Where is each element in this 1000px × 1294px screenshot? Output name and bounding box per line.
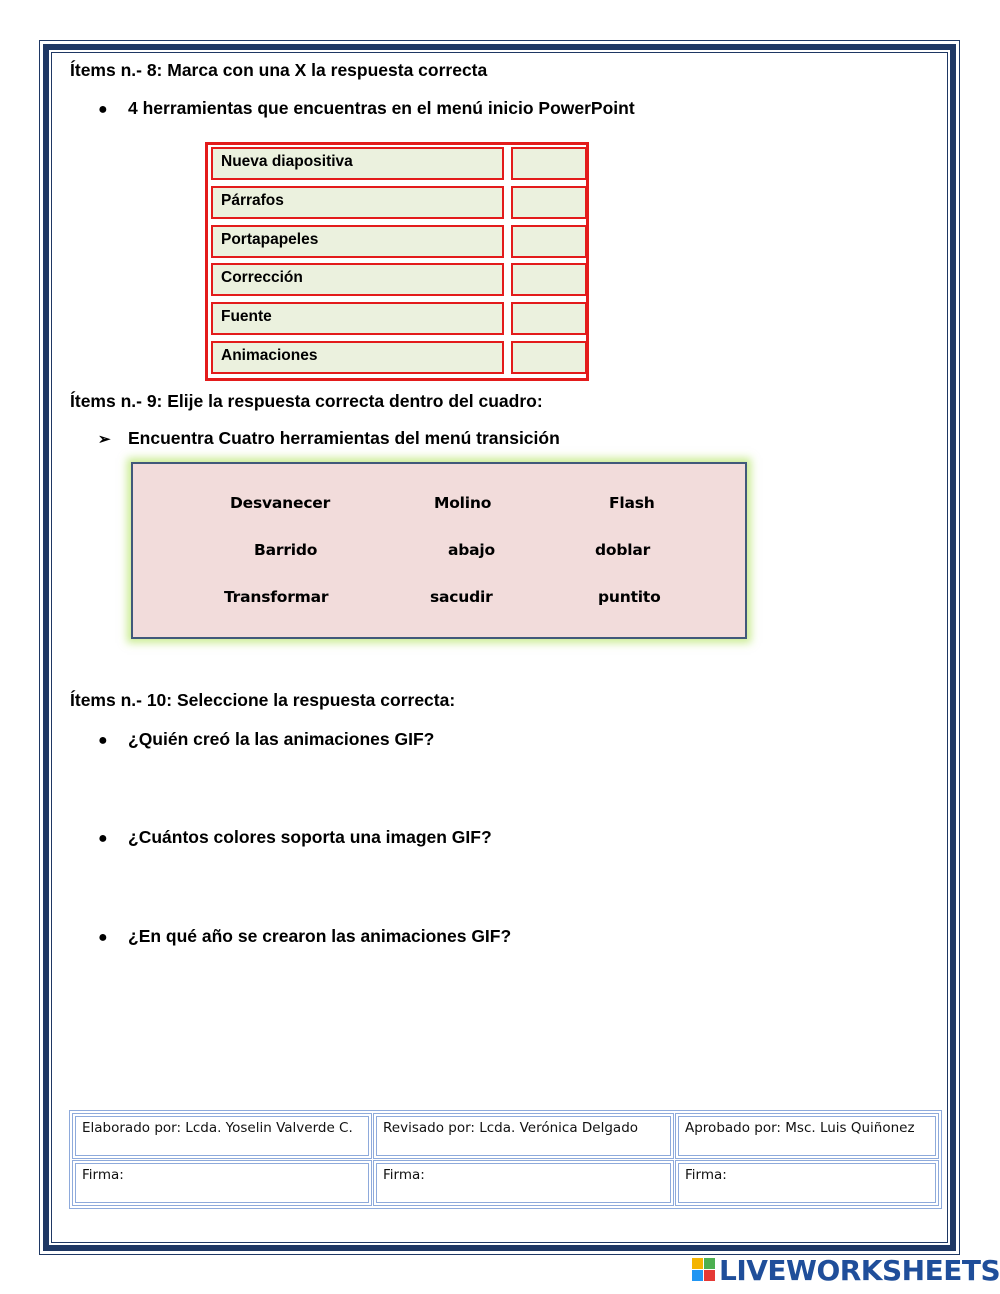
word-option[interactable]: sacudir bbox=[430, 588, 493, 606]
elaborado-cell: Elaborado por: Lcda. Yoselin Valverde C. bbox=[72, 1113, 372, 1159]
option-label: Animaciones bbox=[211, 341, 504, 374]
item-8-question bbox=[98, 98, 635, 119]
option-label: Corrección bbox=[211, 263, 504, 296]
word-bank-box bbox=[131, 462, 747, 639]
option-checkbox[interactable] bbox=[511, 147, 587, 180]
bullet-icon: ● bbox=[98, 830, 108, 847]
logo-tiles-icon bbox=[692, 1258, 716, 1282]
item-9-heading: Ítems n.- 9: Elije la respuesta correcta dentro del cuadro: bbox=[70, 391, 543, 411]
item-10-question-text: ¿En qué año se crearon las animaciones GIF? bbox=[128, 926, 512, 946]
table-row bbox=[211, 186, 583, 219]
option-checkbox[interactable] bbox=[511, 263, 587, 296]
revisado-cell: Revisado por: Lcda. Verónica Delgado bbox=[373, 1113, 674, 1159]
item-10-question-text: ¿Quién creó la las animaciones GIF? bbox=[128, 729, 435, 749]
word-option[interactable]: Desvanecer bbox=[230, 494, 331, 512]
table-row bbox=[211, 302, 583, 335]
item-10-heading: Ítems n.- 10: Seleccione la respuesta correcta: bbox=[70, 690, 456, 710]
option-label: Nueva diapositiva bbox=[211, 147, 504, 180]
table-row bbox=[211, 225, 583, 258]
item-9-question-text: Encuentra Cuatro herramientas del menú transición bbox=[128, 428, 560, 448]
option-label: Fuente bbox=[211, 302, 504, 335]
item-10-question bbox=[98, 926, 511, 947]
firma-cell: Firma: bbox=[72, 1160, 372, 1206]
options-table bbox=[205, 142, 589, 381]
word-option[interactable]: Molino bbox=[434, 494, 492, 512]
table-row bbox=[211, 341, 583, 374]
logo-text: LIVEWORKSHEETS bbox=[719, 1253, 1000, 1287]
signature-table bbox=[69, 1110, 942, 1209]
option-checkbox[interactable] bbox=[511, 341, 587, 374]
option-checkbox[interactable] bbox=[511, 186, 587, 219]
item-8-heading: Ítems n.- 8: Marca con una X la respuesta correcta bbox=[70, 60, 488, 80]
bullet-icon: ● bbox=[98, 101, 108, 118]
word-option[interactable]: abajo bbox=[448, 541, 495, 559]
word-option[interactable]: Barrido bbox=[254, 541, 318, 559]
aprobado-cell: Aprobado por: Msc. Luis Quiñonez bbox=[675, 1113, 939, 1159]
firma-cell: Firma: bbox=[373, 1160, 674, 1206]
item-8-question-text: 4 herramientas que encuentras en el menú inicio PowerPoint bbox=[128, 98, 635, 118]
word-option[interactable]: puntito bbox=[598, 588, 661, 606]
liveworksheets-logo bbox=[692, 1255, 1000, 1285]
arrow-bullet-icon: ➢ bbox=[98, 431, 111, 448]
table-row bbox=[211, 147, 583, 180]
firma-cell: Firma: bbox=[675, 1160, 939, 1206]
word-option[interactable]: Flash bbox=[609, 494, 655, 512]
word-option[interactable]: doblar bbox=[595, 541, 651, 559]
option-label: Portapapeles bbox=[211, 225, 504, 258]
item-10-question bbox=[98, 729, 434, 750]
option-checkbox[interactable] bbox=[511, 225, 587, 258]
item-9-question bbox=[98, 428, 560, 449]
option-label: Párrafos bbox=[211, 186, 504, 219]
bullet-icon: ● bbox=[98, 732, 108, 749]
bullet-icon: ● bbox=[98, 929, 108, 946]
item-10-question-text: ¿Cuántos colores soporta una imagen GIF? bbox=[128, 827, 492, 847]
table-row bbox=[211, 263, 583, 296]
word-option[interactable]: Transformar bbox=[224, 588, 329, 606]
item-10-question bbox=[98, 827, 492, 848]
option-checkbox[interactable] bbox=[511, 302, 587, 335]
